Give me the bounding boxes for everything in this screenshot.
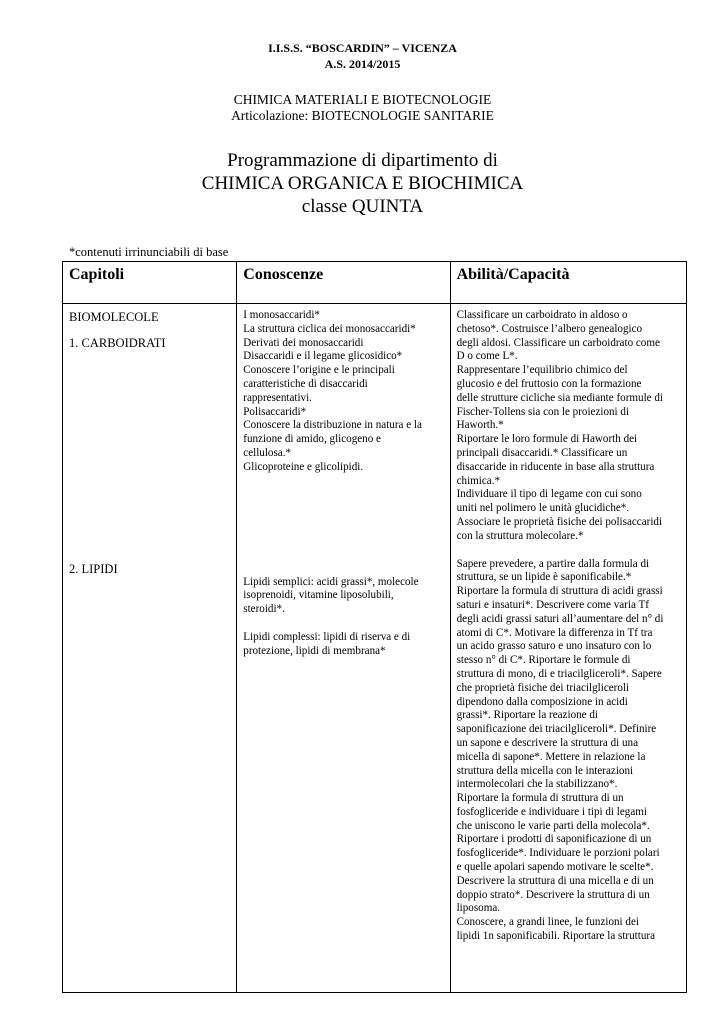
text-line: struttura della micella con le interazioni: [456, 764, 634, 777]
conoscenze-lipidi: [243, 576, 447, 659]
text-line: principali disaccaridi.* Classificare un: [456, 446, 628, 459]
text-line: Rappresentare l’equilibrio chimico del: [456, 364, 628, 377]
text-line: Riportare la formula di struttura di un: [456, 792, 624, 805]
text-line: Fischer-Tollens sia con le proiezioni di: [456, 405, 630, 418]
text-line: Conoscere la distribuzione in natura e la: [243, 419, 422, 432]
chapter-carboidrati: 1. CARBOIDRATI: [69, 336, 166, 350]
text-line: degli aldosi. Classificare un carboidrato come: [456, 336, 660, 349]
abilita-carboidrati: [457, 309, 684, 544]
title-line-2: CHIMICA ORGANICA E BIOCHIMICA: [201, 173, 524, 194]
text-line: che proprietà fisiche dei triacilgliceroli: [456, 681, 630, 694]
text-line: atomi di C*. Motivare la differenza in Tf tra: [456, 626, 653, 639]
capitoli-cell: [63, 304, 237, 993]
text-line: stesso n° di C*. Riportare le formule di: [456, 654, 631, 667]
school-year: A.S. 2014/2015: [324, 57, 401, 71]
note-essential-contents: *contenuti irrinunciabili di base: [69, 245, 229, 259]
text-line: protezione, lipidi di membrana*: [243, 644, 386, 657]
program-table: [62, 261, 687, 993]
header-conoscenze: Conoscenze: [237, 262, 450, 304]
text-line: caratteristiche di disaccaridi: [243, 377, 368, 390]
text-line: glucosio e del fruttosio con la formazione: [456, 377, 642, 390]
text-line: I monosaccaridi*: [243, 309, 320, 321]
title-line-3: classe QUINTA: [301, 196, 424, 217]
text-line: saturi e insaturi*. Descrivere come varia Tf: [456, 598, 649, 611]
text-line: Conoscere l’origine e le principali: [243, 364, 395, 377]
text-line: Classificare un carboidrato in aldoso o: [456, 309, 628, 321]
text-line: Haworth.*: [456, 419, 504, 432]
text-line: Conoscere, a grandi linee, le funzioni dei: [456, 916, 639, 929]
text-line: uniti nel polimero le unità glucidiche*.: [456, 502, 630, 515]
text-line: [243, 617, 447, 631]
section-biomolecole: BIOMOLECOLE: [69, 310, 159, 324]
header-abilita: Abilità/Capacità: [450, 262, 686, 304]
school-name: I.I.S.S. “BOSCARDIN” – VICENZA: [268, 41, 457, 55]
text-line: degli acidi grassi saturi all’aumentare del n° di: [456, 612, 664, 625]
text-line: un acido grasso saturo e uno insaturo con lo: [456, 640, 652, 653]
text-line: D o come L*.: [456, 350, 518, 363]
text-line: Riportare le loro formule di Haworth dei: [456, 433, 638, 446]
text-line: cellulosa.*: [243, 446, 292, 459]
text-line: chimica.*: [456, 474, 501, 487]
text-line: steroidi*.: [243, 603, 285, 616]
text-line: Lipidi complessi: lipidi di riserva e di: [243, 630, 411, 643]
text-line: Riportare i prodotti di saponificazione di un: [456, 833, 652, 846]
table-header-row: [63, 262, 687, 304]
text-line: Disaccaridi e il legame glicosidico*: [243, 350, 403, 363]
text-line: doppio strato*. Descrivere la struttura di un: [456, 888, 650, 901]
text-line: isoprenoidi, vitamine liposolubili,: [243, 589, 394, 602]
text-line: con la struttura molecolare.*: [456, 529, 584, 542]
course-articolazione: Articolazione: BIOTECNOLOGIE SANITARIE: [231, 108, 494, 123]
text-line: fosfogliceride e individuare i tipi di legami: [456, 805, 647, 818]
text-line: Individuare il tipo di legame con cui sono: [456, 488, 642, 501]
text-line: fosfogliceride*. Individuare le porzioni polari: [456, 847, 660, 860]
text-line: intermolecolari che la stabilizzano*.: [456, 778, 618, 791]
text-line: La struttura ciclica dei monosaccaridi*: [243, 322, 416, 335]
title-line-1: Programmazione di dipartimento di: [227, 150, 498, 171]
text-line: struttura di mono, di e triacilgliceroli*. Sapere: [456, 667, 662, 680]
text-line: struttura, se un lipide è saponificabile.*: [456, 571, 632, 584]
text-line: Descrivere la struttura di una micella e di un: [456, 874, 654, 887]
table-row: [63, 304, 687, 993]
text-line: Associare le proprietà fisiche dei polisaccaridi: [456, 515, 663, 528]
text-line: lipidi 1n saponificabili. Riportare la struttura: [456, 930, 656, 943]
text-line: Derivati dei monosaccaridi: [243, 336, 364, 349]
text-line: chetoso*. Costruisce l’albero genealogico: [456, 322, 643, 335]
text-line: micella di sapone*. Mettere in relazione la: [456, 750, 646, 763]
text-line: disaccaride in riducente in base alla struttura: [456, 460, 655, 473]
text-line: Polisaccaridi*: [243, 405, 307, 418]
text-line: saponificazione dei triacilgliceroli*. Definire: [456, 723, 657, 736]
text-line: grassi*. Riportare la reazione di: [456, 709, 598, 722]
text-line: dipendono dalla composizione in acidi: [456, 695, 628, 708]
text-line: un sapone e descrivere la struttura di una: [456, 736, 639, 749]
conoscenze-cell: [237, 304, 450, 993]
abilita-cell: [450, 304, 686, 993]
chapter-lipidi: 2. LIPIDI: [69, 562, 118, 576]
text-line: che uniscono le varie parti della molecola*.: [456, 819, 650, 832]
text-line: e quelle apolari sapendo motivare le scelte*.: [456, 861, 654, 874]
abilita-lipidi: [457, 558, 684, 944]
course-name: CHIMICA MATERIALI E BIOTECNOLOGIE: [233, 92, 492, 107]
text-line: delle strutture cicliche sia mediante formule di: [456, 391, 663, 404]
text-line: funzione di amido, glicogeno e: [243, 433, 381, 446]
text-line: Sapere prevedere, a partire dalla formula di: [456, 557, 650, 570]
text-line: Lipidi semplici: acidi grassi*, molecole: [243, 575, 419, 588]
header-capitoli: Capitoli: [63, 262, 237, 304]
conoscenze-carboidrati: [243, 309, 447, 475]
text-line: Riportare la formula di struttura di acidi grassi: [456, 585, 663, 598]
text-line: rappresentativi.: [243, 391, 312, 404]
text-line: liposoma.: [456, 902, 501, 915]
text-line: Glicoproteine e glicolipidi.: [243, 460, 364, 473]
